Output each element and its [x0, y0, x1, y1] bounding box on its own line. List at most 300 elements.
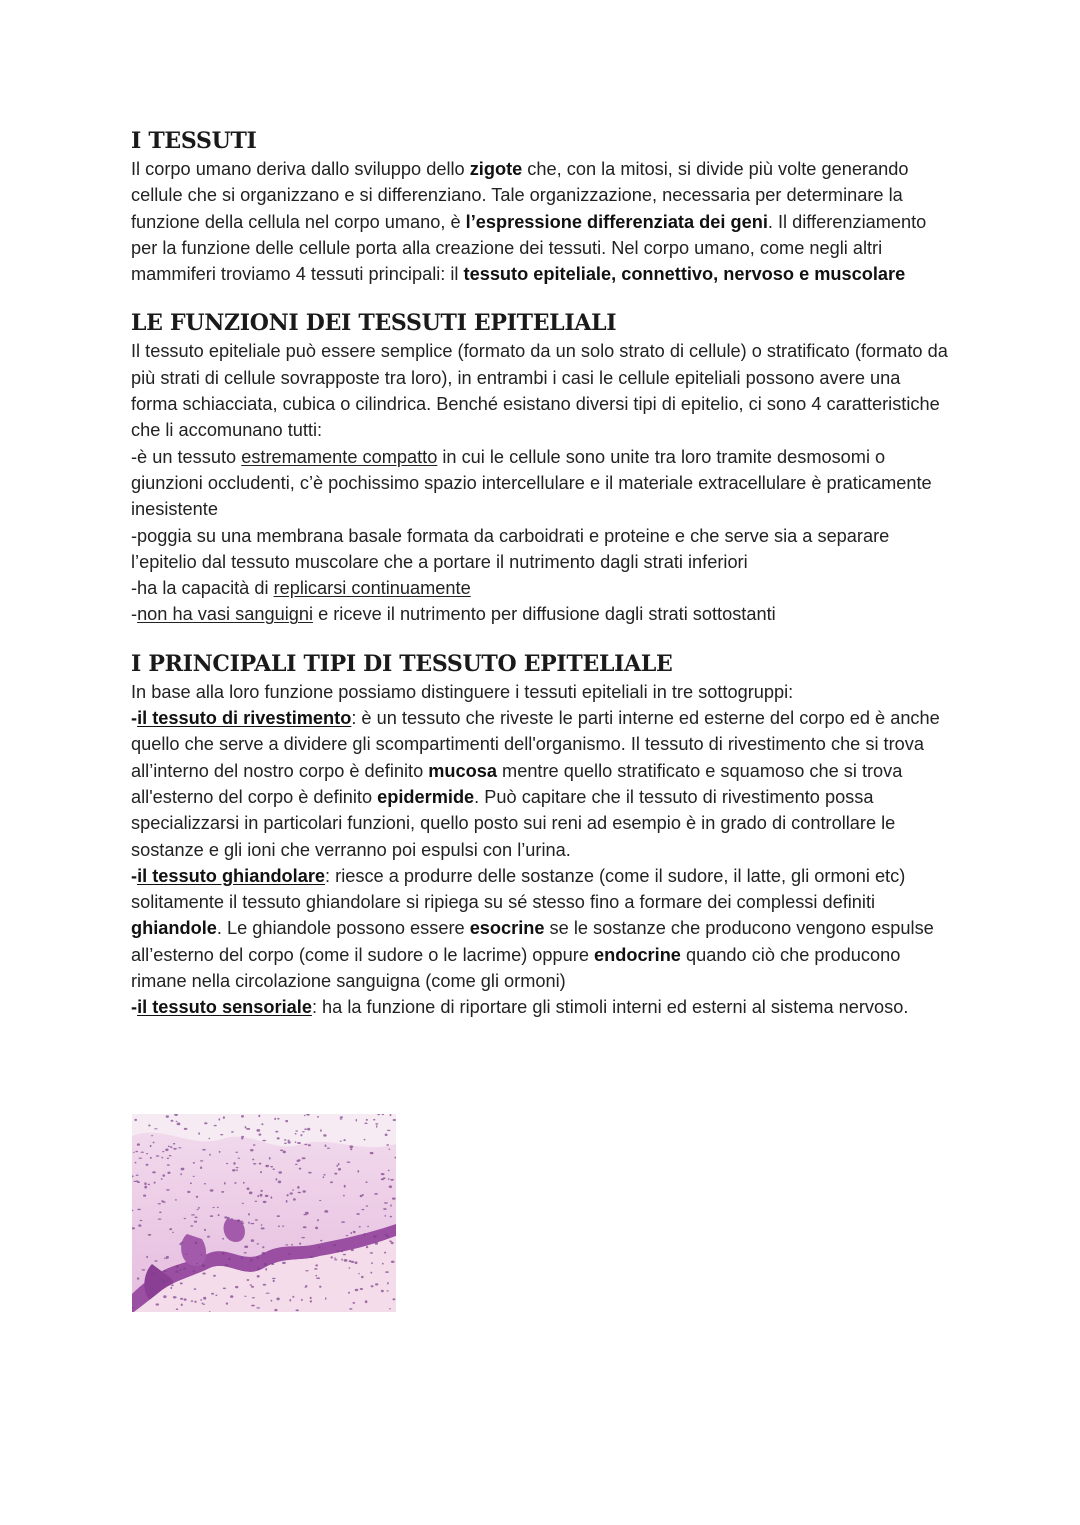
cell-nucleus — [375, 1242, 378, 1245]
cell-nucleus — [148, 1184, 150, 1186]
cell-nucleus — [154, 1182, 156, 1184]
cell-nucleus — [341, 1221, 345, 1223]
text: . Il differenziamento per la funzione delle cellule porta alla creazione dei tessuti. Nel corpo umano, come negli altri mammiferi troviamo 4 tessuti principali: il — [131, 211, 927, 285]
cell-nucleus — [171, 1285, 174, 1287]
cell-nucleus — [252, 1297, 255, 1298]
cell-nucleus — [381, 1173, 385, 1175]
cell-nucleus — [371, 1262, 373, 1264]
cell-nucleus — [190, 1225, 193, 1226]
cell-nucleus — [167, 1164, 170, 1165]
cell-nucleus — [373, 1235, 376, 1237]
cell-nucleus — [277, 1137, 280, 1139]
cell-nucleus — [262, 1252, 265, 1255]
cell-nucleus — [314, 1268, 318, 1270]
cell-nucleus — [389, 1240, 392, 1242]
cell-nucleus — [221, 1191, 224, 1193]
cell-nucleus — [371, 1285, 374, 1287]
cell-nucleus — [260, 1190, 262, 1192]
cell-nucleus — [341, 1250, 343, 1252]
cell-nucleus — [181, 1168, 185, 1171]
text: e riceve il nutrimento per diffusione dagli strati sottostanti — [313, 604, 776, 625]
cell-nucleus — [244, 1246, 248, 1249]
cell-nucleus — [301, 1299, 303, 1301]
cell-nucleus — [236, 1169, 238, 1171]
underlined-term: estremamente compatto — [241, 446, 438, 467]
cell-nucleus — [241, 1138, 243, 1140]
cell-nucleus — [315, 1227, 318, 1230]
cell-nucleus — [390, 1204, 392, 1207]
cell-nucleus — [161, 1178, 163, 1180]
text: : è un tessuto che riveste le parti interne ed esterne del corpo ed è anche quello che serve a dividere gli scompartimenti dell'organismo. Il tessuto di rivestimento che si trova all’interno del nostro corpo è definito — [131, 708, 940, 781]
cell-nucleus — [183, 1268, 185, 1271]
cell-nucleus — [228, 1258, 231, 1260]
cell-nucleus — [388, 1170, 390, 1171]
cell-nucleus — [361, 1276, 364, 1278]
cell-nucleus — [295, 1164, 298, 1165]
underlined-term: non ha vasi sanguigni — [137, 604, 314, 625]
cell-nucleus — [237, 1219, 239, 1222]
bold-term-tessuti: tessuto epiteliale, connettivo, nervoso e muscolare — [463, 264, 906, 285]
cell-nucleus — [370, 1272, 372, 1274]
cell-nucleus — [289, 1299, 291, 1302]
cell-nucleus — [203, 1304, 206, 1305]
cell-nucleus — [166, 1189, 170, 1191]
cell-nucleus — [218, 1214, 220, 1216]
cell-nucleus — [262, 1246, 264, 1248]
cell-nucleus — [261, 1224, 263, 1226]
cell-nucleus — [153, 1272, 155, 1274]
cell-nucleus — [297, 1186, 299, 1189]
cell-nucleus — [248, 1213, 250, 1216]
cell-nucleus — [308, 1144, 311, 1146]
bold-term-endocrine: endocrine — [594, 944, 681, 965]
cell-nucleus — [323, 1174, 325, 1176]
cell-nucleus — [349, 1267, 351, 1269]
cell-nucleus — [168, 1146, 170, 1148]
cell-nucleus — [166, 1256, 169, 1259]
cell-nucleus — [247, 1279, 250, 1281]
cell-nucleus — [248, 1222, 250, 1224]
cell-nucleus — [273, 1168, 275, 1170]
cell-nucleus — [161, 1157, 163, 1159]
cell-nucleus — [282, 1225, 284, 1227]
cell-nucleus — [185, 1254, 187, 1255]
cell-nucleus — [153, 1142, 155, 1144]
cell-nucleus — [323, 1176, 325, 1178]
term-rivestimento: il tessuto di rivestimento — [137, 708, 352, 729]
cell-nucleus — [276, 1298, 279, 1301]
cell-nucleus — [389, 1185, 392, 1188]
cell-nucleus — [275, 1131, 278, 1133]
cell-nucleus — [385, 1134, 388, 1137]
cell-nucleus — [325, 1210, 329, 1213]
cell-nucleus — [169, 1228, 172, 1230]
cell-nucleus — [200, 1160, 203, 1161]
cell-nucleus — [265, 1195, 269, 1197]
cell-nucleus — [355, 1261, 358, 1264]
cell-nucleus — [241, 1222, 244, 1224]
cell-nucleus — [162, 1280, 166, 1282]
cell-nucleus — [241, 1221, 243, 1222]
cell-nucleus — [135, 1162, 137, 1164]
cell-nucleus — [304, 1115, 306, 1116]
cell-nucleus — [146, 1256, 148, 1258]
cell-nucleus — [152, 1288, 154, 1289]
cell-nucleus — [235, 1152, 238, 1153]
cell-nucleus — [340, 1141, 342, 1142]
cell-nucleus — [315, 1264, 318, 1266]
section-title-principali-tipi: I PRINCIPALI TIPI DI TESSUTO EPITELIALE — [131, 650, 673, 677]
cell-nucleus — [226, 1163, 228, 1164]
cell-nucleus — [270, 1166, 273, 1168]
cell-nucleus — [366, 1246, 368, 1248]
text: -è un tessuto — [131, 446, 242, 467]
cell-nucleus — [233, 1162, 235, 1165]
section-title-funzioni: LE FUNZIONI DEI TESSUTI EPITELIALI — [131, 310, 617, 337]
cell-nucleus — [310, 1256, 314, 1258]
cell-nucleus — [158, 1203, 161, 1204]
cell-nucleus — [340, 1116, 343, 1118]
cell-nucleus — [366, 1119, 368, 1121]
cell-nucleus — [356, 1119, 358, 1122]
cell-nucleus — [214, 1125, 217, 1127]
cell-nucleus — [193, 1270, 195, 1272]
cell-nucleus — [156, 1303, 160, 1305]
cell-nucleus — [316, 1277, 320, 1279]
cell-nucleus — [334, 1173, 337, 1175]
cell-nucleus — [343, 1139, 345, 1141]
cell-nucleus — [367, 1226, 369, 1227]
cell-nucleus — [299, 1168, 302, 1170]
cell-nucleus — [389, 1308, 391, 1309]
cell-nucleus — [250, 1259, 252, 1262]
cell-nucleus — [370, 1252, 373, 1254]
cell-nucleus — [134, 1119, 137, 1121]
bold-term-ghiandole: ghiandole — [131, 918, 217, 939]
cell-nucleus — [170, 1287, 172, 1289]
cell-nucleus — [304, 1144, 307, 1145]
cell-nucleus — [334, 1258, 336, 1259]
cell-nucleus — [386, 1235, 389, 1237]
cell-nucleus — [278, 1225, 280, 1227]
cell-nucleus — [285, 1244, 288, 1245]
cell-nucleus — [385, 1215, 387, 1217]
cell-nucleus — [297, 1142, 301, 1144]
cell-nucleus — [305, 1286, 307, 1287]
cell-nucleus — [242, 1203, 245, 1204]
cell-nucleus — [353, 1302, 356, 1304]
cell-nucleus — [184, 1128, 188, 1130]
cell-nucleus — [383, 1208, 387, 1210]
cell-nucleus — [306, 1213, 309, 1215]
cell-nucleus — [361, 1209, 364, 1210]
cell-nucleus — [235, 1286, 238, 1288]
cell-nucleus — [338, 1163, 340, 1165]
cell-nucleus — [295, 1130, 298, 1131]
cell-nucleus — [151, 1135, 153, 1136]
cell-nucleus — [165, 1149, 168, 1152]
bold-term-zigote: zigote — [469, 159, 523, 179]
cell-nucleus — [295, 1133, 297, 1135]
cell-nucleus — [256, 1243, 259, 1244]
cell-nucleus — [384, 1252, 386, 1254]
cell-nucleus — [196, 1263, 198, 1264]
section-title-tessuti: I TESSUTI — [131, 128, 257, 154]
cell-nucleus — [158, 1219, 162, 1220]
dash: - — [131, 708, 138, 729]
cell-nucleus — [136, 1175, 139, 1176]
cell-nucleus — [257, 1256, 259, 1259]
cell-nucleus — [198, 1132, 200, 1134]
cell-nucleus — [384, 1202, 388, 1203]
cell-nucleus — [225, 1264, 228, 1266]
cell-nucleus — [215, 1295, 217, 1297]
cell-nucleus — [222, 1238, 224, 1240]
cell-nucleus — [238, 1158, 241, 1159]
cell-nucleus — [218, 1118, 220, 1120]
cell-nucleus — [292, 1296, 294, 1298]
cell-nucleus — [223, 1116, 225, 1119]
cell-nucleus — [388, 1178, 390, 1179]
cell-nucleus — [341, 1259, 343, 1261]
cell-nucleus — [260, 1171, 262, 1173]
cell-nucleus — [387, 1282, 389, 1285]
cell-nucleus — [295, 1141, 297, 1143]
paragraph-tessuti — [131, 156, 951, 287]
cell-nucleus — [284, 1143, 287, 1145]
bold-term-espressione: l’espressione differenziata dei geni — [465, 211, 768, 232]
cell-nucleus — [173, 1148, 177, 1150]
cell-nucleus — [243, 1182, 245, 1184]
cell-nucleus — [187, 1191, 190, 1193]
cell-nucleus — [387, 1130, 391, 1131]
cell-nucleus — [196, 1196, 198, 1198]
characteristic-4 — [131, 601, 951, 627]
cell-nucleus — [317, 1116, 319, 1118]
cell-nucleus — [146, 1164, 149, 1166]
cell-nucleus — [166, 1115, 169, 1118]
cell-nucleus — [343, 1195, 345, 1197]
cell-nucleus — [263, 1284, 267, 1286]
cell-nucleus — [351, 1232, 353, 1234]
cell-nucleus — [194, 1288, 197, 1290]
cell-nucleus — [180, 1242, 182, 1244]
cell-nucleus — [162, 1151, 164, 1152]
cell-nucleus — [200, 1299, 202, 1300]
cell-nucleus — [327, 1148, 330, 1149]
cell-nucleus — [191, 1300, 193, 1302]
cell-nucleus — [138, 1224, 141, 1226]
cell-nucleus — [285, 1120, 288, 1122]
cell-nucleus — [259, 1163, 262, 1165]
cell-nucleus — [220, 1134, 223, 1135]
cell-nucleus — [303, 1190, 306, 1192]
cell-nucleus — [275, 1178, 277, 1180]
cell-nucleus — [163, 1270, 167, 1272]
cell-nucleus — [393, 1298, 396, 1300]
cell-nucleus — [180, 1282, 183, 1284]
cell-nucleus — [277, 1215, 280, 1217]
term-ghiandolare: il tessuto ghiandolare — [137, 865, 326, 886]
cell-nucleus — [293, 1198, 296, 1201]
cell-nucleus — [194, 1301, 196, 1303]
cell-nucleus — [262, 1140, 266, 1142]
cell-nucleus — [265, 1165, 269, 1167]
cell-nucleus — [202, 1149, 206, 1151]
cell-nucleus — [351, 1249, 354, 1251]
cell-nucleus — [330, 1256, 333, 1258]
cell-nucleus — [227, 1217, 230, 1220]
cell-nucleus — [282, 1262, 286, 1264]
cell-nucleus — [202, 1273, 206, 1275]
cell-nucleus — [385, 1271, 389, 1273]
characteristic-2: -poggia su una membrana basale formata da carboidrati e proteine e che serve sia a separare l’epitelio dal tessuto muscolare che a portare il nutrimento dagli strati inferiori — [131, 525, 890, 572]
cell-nucleus — [392, 1198, 396, 1200]
cell-nucleus — [251, 1239, 254, 1242]
cell-nucleus — [366, 1205, 368, 1206]
cell-nucleus — [176, 1308, 179, 1310]
cell-nucleus — [388, 1149, 390, 1150]
cell-nucleus — [315, 1275, 317, 1277]
cell-nucleus — [295, 1309, 299, 1311]
cell-nucleus — [148, 1125, 150, 1127]
cell-nucleus — [333, 1244, 336, 1246]
cell-nucleus — [258, 1115, 260, 1118]
cell-nucleus — [150, 1145, 152, 1147]
cell-nucleus — [162, 1174, 165, 1177]
cell-nucleus — [230, 1218, 233, 1220]
cell-nucleus — [390, 1179, 394, 1181]
cell-nucleus — [334, 1259, 337, 1260]
text: - — [131, 604, 138, 625]
cell-nucleus — [180, 1173, 182, 1175]
cell-nucleus — [223, 1288, 226, 1290]
cell-nucleus — [195, 1242, 198, 1245]
cell-nucleus — [302, 1157, 306, 1159]
text: . Può capitare che il tessuto di rivestimento possa specializzarsi in particolari funzioni, quello posto sui reni ad esempio è in grado di controllare le sostanze e gli ioni che verranno poi espulsi con l’urina. — [131, 786, 896, 860]
cell-nucleus — [144, 1186, 147, 1189]
cell-nucleus — [244, 1296, 246, 1297]
cell-nucleus — [176, 1121, 178, 1122]
cell-nucleus — [284, 1139, 287, 1141]
cell-nucleus — [190, 1182, 192, 1184]
cell-nucleus — [358, 1273, 360, 1274]
cell-nucleus — [232, 1169, 236, 1171]
cell-nucleus — [310, 1300, 312, 1302]
cell-nucleus — [336, 1165, 338, 1167]
cell-nucleus — [274, 1118, 276, 1120]
cell-nucleus — [137, 1143, 140, 1145]
cell-nucleus — [319, 1286, 321, 1288]
cell-nucleus — [376, 1125, 378, 1127]
cell-nucleus — [382, 1263, 384, 1265]
cell-nucleus — [201, 1254, 203, 1255]
cell-nucleus — [175, 1265, 178, 1267]
cell-nucleus — [301, 1237, 305, 1238]
cell-nucleus — [346, 1235, 349, 1236]
cell-nucleus — [320, 1129, 322, 1132]
cell-nucleus — [356, 1213, 360, 1215]
cell-nucleus — [338, 1168, 341, 1171]
cell-nucleus — [271, 1263, 274, 1265]
cell-nucleus — [208, 1138, 210, 1139]
cell-nucleus — [374, 1193, 378, 1195]
text: Il corpo umano deriva dallo sviluppo dello — [131, 159, 470, 179]
cell-nucleus — [245, 1126, 247, 1129]
text: mentre quello stratificato e squamoso che si trova all'esterno del corpo è definito — [131, 760, 903, 807]
cell-nucleus — [278, 1181, 281, 1184]
cell-nucleus — [364, 1123, 367, 1125]
cell-nucleus — [271, 1196, 273, 1199]
cell-nucleus — [222, 1252, 225, 1255]
cell-nucleus — [277, 1118, 279, 1120]
cell-nucleus — [203, 1297, 206, 1300]
text: in cui le cellule sono unite tra loro tramite desmosomi o giunzioni occludenti, c’è pochissimo spazio intercellulare e il materiale extracellulare è praticamente inesistente — [131, 446, 932, 520]
cell-nucleus — [349, 1145, 353, 1148]
cell-nucleus — [150, 1157, 152, 1159]
cell-nucleus — [217, 1207, 219, 1208]
cell-nucleus — [193, 1176, 195, 1177]
cell-nucleus — [135, 1151, 138, 1153]
cell-nucleus — [290, 1192, 293, 1194]
cell-nucleus — [255, 1201, 258, 1202]
cell-nucleus — [234, 1182, 236, 1184]
cell-nucleus — [340, 1118, 343, 1120]
text: se le sostanze che producono vengono espulse all’esterno del corpo (come il sudore o le lacrime) oppure — [131, 918, 934, 965]
cell-nucleus — [304, 1128, 307, 1130]
cell-nucleus — [390, 1114, 392, 1116]
document-content — [131, 126, 951, 1021]
cell-nucleus — [207, 1236, 210, 1238]
cell-nucleus — [266, 1293, 270, 1294]
characteristic-3 — [131, 575, 951, 601]
cell-nucleus — [141, 1152, 145, 1153]
cell-nucleus — [251, 1286, 254, 1288]
cell-nucleus — [298, 1192, 302, 1193]
cell-nucleus — [257, 1268, 259, 1270]
cell-nucleus — [288, 1140, 290, 1142]
cell-nucleus — [261, 1123, 263, 1125]
cell-nucleus — [360, 1288, 363, 1290]
cell-nucleus — [286, 1200, 288, 1203]
cell-nucleus — [181, 1304, 183, 1307]
cell-nucleus — [244, 1252, 247, 1253]
cell-nucleus — [197, 1209, 199, 1210]
cell-nucleus — [144, 1182, 146, 1185]
cell-nucleus — [172, 1232, 174, 1233]
cell-nucleus — [226, 1302, 228, 1304]
cell-nucleus — [175, 1199, 177, 1200]
cell-nucleus — [184, 1298, 187, 1300]
cell-nucleus — [184, 1218, 186, 1219]
cell-nucleus — [263, 1201, 267, 1203]
underlined-term: replicarsi continuamente — [273, 578, 471, 599]
cell-nucleus — [178, 1147, 181, 1148]
cell-nucleus — [385, 1234, 387, 1236]
cell-nucleus — [297, 1159, 300, 1161]
cell-nucleus — [337, 1250, 339, 1252]
cell-nucleus — [253, 1144, 256, 1146]
cell-nucleus — [325, 1144, 327, 1147]
cell-nucleus — [210, 1189, 214, 1191]
cell-nucleus — [391, 1242, 394, 1244]
text: -ha la capacità di — [131, 578, 274, 599]
cell-nucleus — [171, 1120, 174, 1122]
dash: - — [131, 997, 138, 1018]
cell-nucleus — [251, 1305, 255, 1307]
cell-nucleus — [259, 1133, 262, 1135]
cell-nucleus — [348, 1292, 350, 1294]
